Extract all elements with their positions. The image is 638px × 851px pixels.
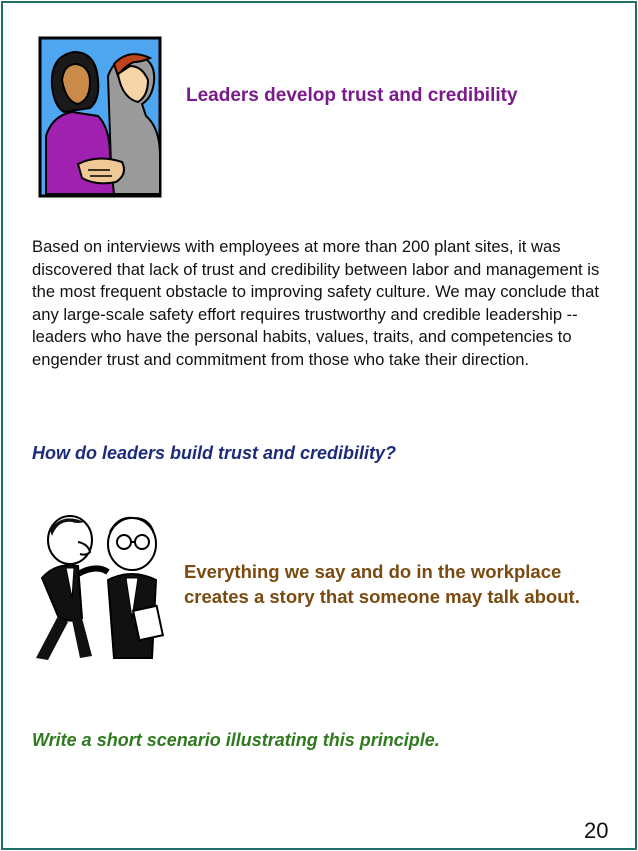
principle-statement: Everything we say and do in the workplace creates a story that someone may talk about. [184, 561, 580, 607]
discussion-question: How do leaders build trust and credibility? [32, 443, 397, 463]
gossip-clipart [22, 508, 172, 666]
intro-paragraph: Based on interviews with employees at more than 200 plant sites, it was discovered that lack of trust and credibility between labor and management is the most frequent obstacle to improving safety culture. We may conclude that any large-scale safety effort requires trustworthy and credible leadership -- leaders who have the personal habits, values, traits, and competencies to engender trust and commitment from those who take their direction. [32, 237, 600, 369]
page-number: 20 [584, 818, 609, 843]
handshake-clipart [38, 36, 162, 198]
exercise-prompt: Write a short scenario illustrating this principle. [32, 730, 440, 750]
page-title: Leaders develop trust and credibility [186, 85, 518, 106]
